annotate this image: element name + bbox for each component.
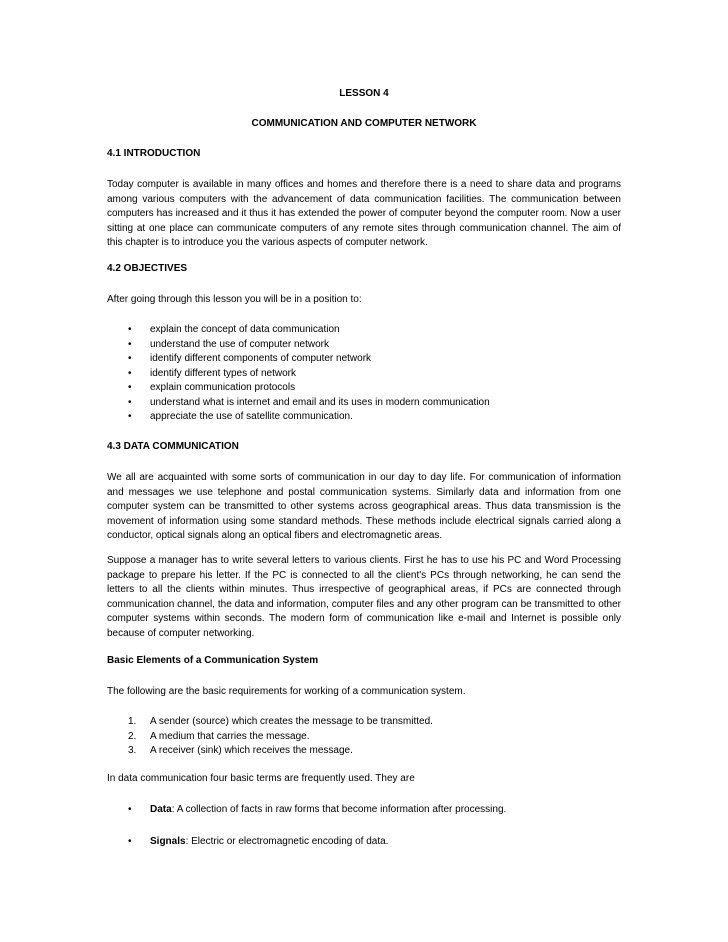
terms-intro: In data communication four basic terms are frequently used. They are — [107, 773, 415, 784]
data-communication-paragraph-1: We all are acquainted with some sorts of communication in our day to day life. For communication of information and messages we use telephone and postal communication systems. Similarly data and information from one computer system can be transmitted to other systems across geographical areas. Thus data transmission is the movement of information using some standard methods. These methods include electrical signals carried along a conductor, optical signals along an optical fibers and electromagnetic areas. — [107, 472, 621, 541]
list-item: • identify different types of network — [107, 367, 621, 382]
term-description: : Electric or electromagnetic encoding of data. — [185, 836, 389, 847]
list-number: 3. — [128, 745, 137, 756]
lesson-title: COMMUNICATION AND COMPUTER NETWORK — [251, 118, 477, 129]
section-heading-objectives: 4.2 OBJECTIVES — [107, 263, 188, 274]
section-heading-data-communication: 4.3 DATA COMMUNICATION — [107, 441, 239, 452]
terms-list-1 — [107, 803, 621, 818]
list-item — [107, 730, 621, 745]
list-item: • understand the use of computer network — [107, 338, 621, 353]
lesson-label: LESSON 4 — [339, 88, 389, 99]
list-item-text: A receiver (sink) which receives the message. — [150, 745, 353, 756]
basic-elements-list — [107, 715, 621, 759]
list-item: • explain the concept of data communication — [107, 323, 621, 338]
list-item: • identify different components of computer network — [107, 352, 621, 367]
list-item: • understand what is internet and email and its uses in modern communication — [107, 396, 621, 411]
terms-list-2 — [107, 835, 621, 850]
term-description: : A collection of facts in raw forms that become information after processing. — [171, 804, 507, 815]
basic-elements-heading: Basic Elements of a Communication System — [107, 655, 319, 666]
list-item — [107, 803, 621, 818]
term-label: Data — [150, 804, 172, 815]
basic-elements-intro: The following are the basic requirements for working of a communication system. — [107, 686, 466, 697]
list-item: • explain communication protocols — [107, 381, 621, 396]
list-number: 1. — [128, 716, 137, 727]
list-item: • appreciate the use of satellite communication. — [107, 410, 621, 425]
objectives-intro: After going through this lesson you will be in a position to: — [107, 294, 362, 305]
objectives-list — [107, 323, 621, 425]
list-item — [107, 715, 621, 730]
list-item-text: A medium that carries the message. — [150, 730, 310, 742]
section-heading-introduction: 4.1 INTRODUCTION — [107, 148, 201, 159]
term-label: Signals — [150, 836, 186, 847]
introduction-paragraph: Today computer is available in many offices and homes and therefore there is a need to share data and programs among various computers with the advancement of data communication facilities. The communication between computers has increased and it thus it has extended the power of computer beyond the computer room. Now a user sitting at one place can communicate computers of any remote sites through communication channel. The aim of this chapter is to introduce you the various aspects of computer network. — [107, 179, 621, 248]
list-number: 2. — [128, 730, 137, 742]
data-communication-paragraph-2: Suppose a manager has to write several letters to various clients. First he has to use his PC and Word Processing package to prepare his letter. If the PC is connected to all the client's PCs through networking, he can send the letters to all the clients within minutes. Thus irrespective of geographical areas, if PCs are connected through communication channel, the data and information, computer files and any other program can be transmitted to other computer systems within seconds. The modern form of communication like e-mail and Internet is possible only because of computer networking. — [107, 555, 621, 639]
list-item — [107, 835, 621, 850]
list-item-text: A sender (source) which creates the message to be transmitted. — [150, 716, 433, 727]
list-item — [107, 744, 621, 759]
